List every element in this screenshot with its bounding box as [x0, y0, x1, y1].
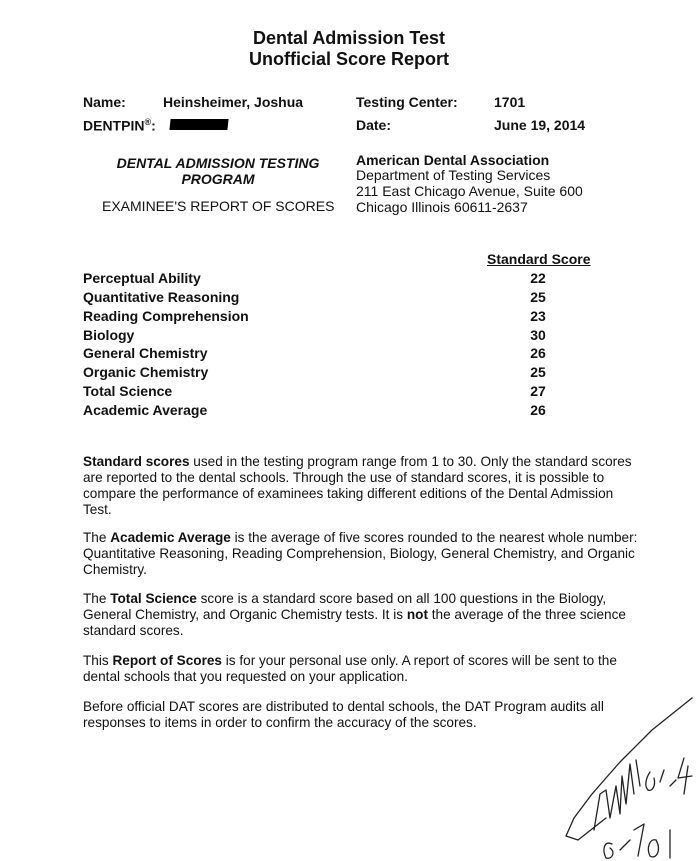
score-label: Reading Comprehension: [83, 308, 249, 324]
report-usage-paragraph: This Report of Scores is for your personal use only. A report of scores will be sent to the dental schools that you requested on your application.: [83, 653, 617, 684]
score-value: 30: [530, 327, 546, 343]
score-value: 27: [530, 383, 546, 399]
program-name-line2: PROGRAM: [181, 171, 255, 187]
audit-paragraph: Before official DAT scores are distributed to dental schools, the DAT Program audits all responses to items in order to confirm the accuracy of the scores.: [83, 699, 604, 730]
total-science-paragraph: The Total Science score is a standard score based on all 100 questions in the Biology, General Chemistry, and Organic Chemistry tests. It is not the average of the three science standard scores.: [83, 591, 626, 638]
address-dept: Department of Testing Services: [356, 167, 551, 183]
address-org: American Dental Association: [356, 152, 550, 168]
address-street: 211 East Chicago Avenue, Suite 600: [356, 183, 583, 199]
score-label: Total Science: [83, 383, 173, 399]
name-label: Name:: [83, 94, 126, 110]
score-label: Organic Chemistry: [83, 364, 209, 380]
dentpin-label: DENTPIN®:: [83, 117, 156, 134]
report-title-line1: Dental Admission Test: [252, 28, 446, 48]
score-value: 25: [530, 364, 546, 380]
address-city: Chicago Illinois 60611-2637: [356, 199, 528, 215]
score-value: 26: [530, 402, 546, 418]
score-label: Academic Average: [83, 402, 208, 418]
standard-scores-paragraph: Standard scores used in the testing program range from 1 to 30. Only the standard scores are reported to the dental schools. Through the use of standard scores, it is possible to compare the performance of examinees taking different editions of the Dental Admission Test.: [83, 454, 632, 517]
score-value: 26: [530, 345, 546, 361]
score-value: 25: [530, 289, 546, 305]
academic-average-paragraph: The Academic Average is the average of five scores rounded to the nearest whole number: Quantitative Reasoning, Reading Comprehension, Biology, General Chemistry, and Organic Chemistry.: [83, 530, 638, 577]
dentpin-redaction: [169, 119, 228, 130]
testing-center-value: 1701: [494, 94, 526, 110]
score-label: Quantitative Reasoning: [83, 289, 240, 305]
name-value: Heinsheimer, Joshua: [163, 94, 304, 110]
score-label: Biology: [83, 327, 135, 343]
score-value: 22: [530, 270, 546, 286]
score-label: General Chemistry: [83, 345, 208, 361]
report-title-line2: Unofficial Score Report: [248, 49, 450, 69]
standard-score-header: Standard Score: [487, 251, 591, 267]
score-label: Perceptual Ability: [83, 270, 201, 286]
score-value: 23: [530, 308, 546, 324]
testing-center-label: Testing Center:: [356, 94, 458, 110]
handwritten-signature: [560, 690, 698, 861]
date-value: June 19, 2014: [494, 117, 586, 133]
report-subtitle: EXAMINEE'S REPORT OF SCORES: [102, 198, 335, 214]
program-name-line1: DENTAL ADMISSION TESTING: [116, 155, 320, 171]
date-label: Date:: [356, 117, 392, 133]
